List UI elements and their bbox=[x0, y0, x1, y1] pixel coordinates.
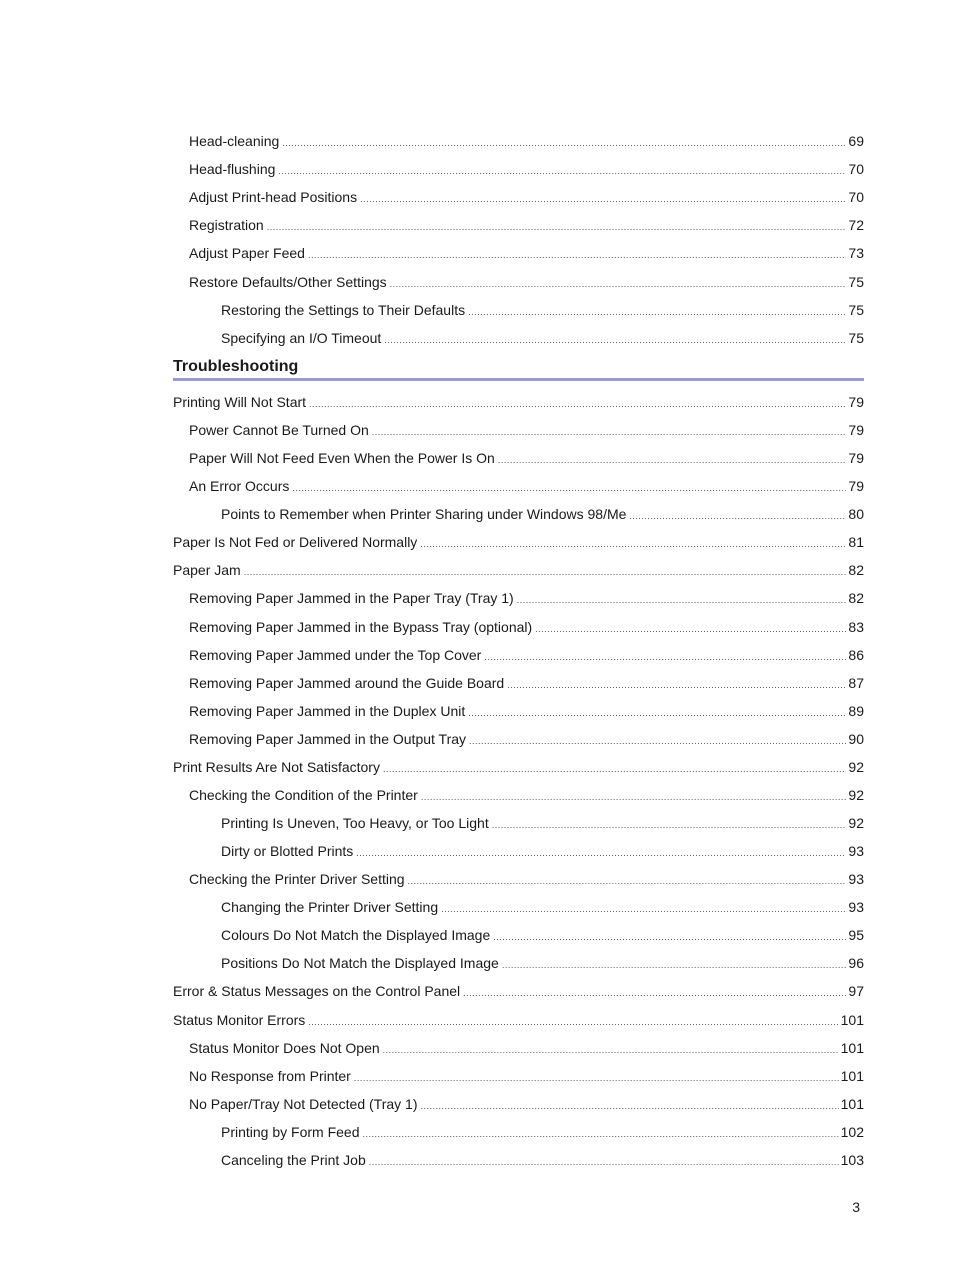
toc-entry-page: 86 bbox=[848, 646, 864, 663]
toc-entry-title: Registration bbox=[189, 217, 264, 234]
toc-entry[interactable] bbox=[189, 1037, 864, 1059]
toc-entry-page: 79 bbox=[848, 478, 864, 495]
toc-entry-page: 79 bbox=[848, 394, 864, 410]
toc-entry[interactable] bbox=[189, 700, 864, 722]
toc-entry-title: Error & Status Messages on the Control Panel bbox=[173, 983, 461, 1000]
toc-entry[interactable] bbox=[221, 840, 864, 862]
dot-leader bbox=[517, 589, 847, 611]
toc-entry-title: Points to Remember when Printer Sharing under Windows 98/Me bbox=[221, 506, 627, 523]
dot-leader bbox=[356, 842, 846, 864]
toc-entry-page: 101 bbox=[840, 1011, 864, 1028]
toc-entry[interactable] bbox=[221, 327, 864, 349]
toc-entry[interactable] bbox=[173, 980, 864, 1002]
toc-entry-title: Head-cleaning bbox=[189, 133, 280, 149]
toc-entry-title: Removing Paper Jammed around the Guide Board bbox=[189, 674, 505, 691]
toc-entry-page: 75 bbox=[848, 273, 864, 290]
toc-entry-title: Removing Paper Jammed under the Top Cover bbox=[189, 646, 482, 663]
dot-leader bbox=[308, 1011, 838, 1033]
toc-entry[interactable] bbox=[189, 784, 864, 806]
toc-entry-page: 89 bbox=[848, 702, 864, 719]
toc-entry[interactable] bbox=[189, 868, 864, 890]
dot-leader bbox=[282, 132, 846, 154]
toc-entry[interactable] bbox=[189, 130, 864, 152]
dot-leader bbox=[468, 301, 846, 323]
toc-entry-title: Status Monitor Does Not Open bbox=[189, 1039, 380, 1056]
dot-leader bbox=[372, 421, 847, 443]
toc-entry-page: 70 bbox=[848, 161, 864, 178]
toc-entry-title: No Paper/Tray Not Detected (Tray 1) bbox=[189, 1095, 418, 1112]
toc-entry-title: Paper Jam bbox=[173, 562, 241, 579]
toc-entry-title: Adjust Paper Feed bbox=[189, 245, 305, 262]
toc-entry-page: 72 bbox=[848, 217, 864, 234]
toc-entry[interactable] bbox=[189, 419, 864, 441]
toc-entry-page: 69 bbox=[848, 133, 864, 149]
toc-entry-title: Printing by Form Feed bbox=[221, 1123, 360, 1140]
dot-leader bbox=[278, 160, 846, 182]
toc-entry-title: Restoring the Settings to Their Defaults bbox=[221, 301, 466, 318]
dot-leader bbox=[383, 758, 846, 780]
toc-entry[interactable] bbox=[189, 1093, 864, 1115]
toc-entry[interactable] bbox=[173, 531, 864, 553]
toc-entry-title: Colours Do Not Match the Displayed Image bbox=[221, 927, 491, 944]
toc-entry-page: 96 bbox=[848, 955, 864, 972]
toc-entry[interactable] bbox=[189, 644, 864, 666]
dot-leader bbox=[441, 898, 846, 920]
toc-entry-page: 101 bbox=[840, 1039, 864, 1056]
toc-entry[interactable] bbox=[189, 1065, 864, 1087]
toc-entry-title: Dirty or Blotted Prints bbox=[221, 843, 354, 860]
dot-leader bbox=[267, 216, 847, 238]
dot-leader bbox=[507, 674, 846, 696]
toc-entry-title: Head-flushing bbox=[189, 161, 276, 178]
toc-entry-title: Printing Will Not Start bbox=[173, 394, 307, 410]
toc-entry[interactable] bbox=[221, 952, 864, 974]
toc-entry-title: Printing Is Uneven, Too Heavy, or Too Light bbox=[221, 815, 489, 832]
toc-entry-title: Restore Defaults/Other Settings bbox=[189, 273, 387, 290]
dot-leader bbox=[390, 273, 847, 295]
toc-entry[interactable] bbox=[221, 299, 864, 321]
toc-entry-title: Paper Is Not Fed or Delivered Normally bbox=[173, 534, 418, 551]
toc-entry-title: Paper Will Not Feed Even When the Power Is On bbox=[189, 450, 495, 467]
toc-entry-title: Changing the Printer Driver Setting bbox=[221, 899, 439, 916]
toc-entry-title: Checking the Condition of the Printer bbox=[189, 786, 418, 803]
dot-leader bbox=[493, 926, 846, 948]
toc-entry[interactable] bbox=[221, 924, 864, 946]
toc-entry[interactable] bbox=[189, 214, 864, 236]
toc-entry-page: 70 bbox=[848, 189, 864, 206]
toc-entry-title: Power Cannot Be Turned On bbox=[189, 422, 369, 439]
dot-leader bbox=[369, 1151, 839, 1173]
dot-leader bbox=[492, 814, 847, 836]
toc-entry[interactable] bbox=[189, 475, 864, 497]
toc-entry-title: Removing Paper Jammed in the Output Tray bbox=[189, 730, 467, 747]
toc-entry-page: 93 bbox=[848, 871, 864, 888]
toc-entry[interactable] bbox=[189, 672, 864, 694]
toc-entry[interactable] bbox=[189, 271, 864, 293]
toc-entry-title: An Error Occurs bbox=[189, 478, 290, 495]
dot-leader bbox=[292, 477, 846, 499]
toc-entry-page: 92 bbox=[848, 758, 864, 775]
toc-entry[interactable] bbox=[221, 1121, 864, 1143]
toc-entry[interactable] bbox=[173, 559, 864, 581]
toc-entry[interactable] bbox=[173, 756, 864, 778]
toc-entry[interactable] bbox=[189, 728, 864, 750]
dot-leader bbox=[469, 730, 846, 752]
dot-leader bbox=[363, 1123, 839, 1145]
toc-entry-title: Removing Paper Jammed in the Paper Tray (Tray 1) bbox=[189, 590, 514, 607]
toc-entry-page: 83 bbox=[848, 618, 864, 635]
toc-entry-title: Removing Paper Jammed in the Duplex Unit bbox=[189, 702, 466, 719]
toc-entry-page: 75 bbox=[848, 329, 864, 346]
dot-leader bbox=[463, 982, 846, 1004]
dot-leader bbox=[383, 1039, 839, 1061]
section-title: Troubleshooting bbox=[173, 358, 299, 375]
toc-entry-page: 103 bbox=[840, 1151, 864, 1168]
dot-leader bbox=[354, 1067, 839, 1089]
dot-leader bbox=[244, 561, 847, 583]
toc-entry[interactable] bbox=[221, 812, 864, 834]
toc-entry-title: Status Monitor Errors bbox=[173, 1011, 306, 1028]
toc-entry[interactable] bbox=[221, 1149, 864, 1171]
toc-entry-title: Adjust Print-head Positions bbox=[189, 189, 358, 206]
toc-entry[interactable] bbox=[221, 503, 864, 525]
toc-entry[interactable] bbox=[189, 186, 864, 208]
toc-entry[interactable] bbox=[221, 896, 864, 918]
toc-entry-page: 93 bbox=[848, 899, 864, 916]
dot-leader bbox=[535, 618, 846, 640]
toc-entry-page: 102 bbox=[840, 1123, 864, 1140]
toc-entry-page: 101 bbox=[840, 1095, 864, 1112]
dot-leader bbox=[308, 244, 846, 266]
toc-entry[interactable] bbox=[189, 242, 864, 264]
toc-entry-title: No Response from Printer bbox=[189, 1067, 351, 1084]
toc-entry[interactable] bbox=[189, 158, 864, 180]
dot-leader bbox=[468, 702, 846, 724]
toc-entry-page: 79 bbox=[848, 450, 864, 467]
toc-entry[interactable] bbox=[173, 391, 864, 413]
toc-entry-page: 87 bbox=[848, 674, 864, 691]
toc-entry-page: 90 bbox=[848, 730, 864, 747]
toc-entry-title: Checking the Printer Driver Setting bbox=[189, 871, 405, 888]
dot-leader bbox=[420, 533, 846, 555]
dot-leader bbox=[384, 329, 846, 351]
toc-entry-title: Removing Paper Jammed in the Bypass Tray (optional) bbox=[189, 618, 533, 635]
toc-entry-page: 73 bbox=[848, 245, 864, 262]
toc-entry-page: 82 bbox=[848, 590, 864, 607]
toc-entry-page: 92 bbox=[848, 815, 864, 832]
toc-entry[interactable] bbox=[189, 587, 864, 609]
toc-entry-title: Canceling the Print Job bbox=[221, 1151, 366, 1168]
dot-leader bbox=[360, 188, 846, 210]
toc-entry-page: 93 bbox=[848, 843, 864, 860]
toc-entry-page: 75 bbox=[848, 301, 864, 318]
toc-entry-page: 95 bbox=[848, 927, 864, 944]
toc-entry-page: 81 bbox=[848, 534, 864, 551]
toc-entry-page: 92 bbox=[848, 786, 864, 803]
dot-leader bbox=[629, 505, 846, 527]
toc-entry-page: 101 bbox=[840, 1067, 864, 1084]
toc-entry-title: Specifying an I/O Timeout bbox=[221, 329, 382, 346]
toc-entry-page: 82 bbox=[848, 562, 864, 579]
dot-leader bbox=[484, 646, 846, 668]
toc-entry[interactable] bbox=[189, 447, 864, 469]
dot-leader bbox=[421, 786, 847, 808]
toc-entry-page: 97 bbox=[848, 983, 864, 1000]
toc-entry-page: 80 bbox=[848, 506, 864, 523]
dot-leader bbox=[502, 954, 847, 976]
section-divider bbox=[173, 378, 864, 381]
dot-leader bbox=[498, 449, 847, 471]
dot-leader bbox=[408, 870, 847, 892]
toc-entry-title: Positions Do Not Match the Displayed Image bbox=[221, 955, 499, 972]
toc-entry-page: 79 bbox=[848, 422, 864, 439]
toc-entry-title: Print Results Are Not Satisfactory bbox=[173, 758, 380, 775]
page-number: 3 bbox=[852, 1199, 860, 1215]
toc-entry[interactable] bbox=[189, 616, 864, 638]
dot-leader bbox=[309, 393, 846, 415]
toc-entry[interactable] bbox=[173, 1009, 864, 1031]
dot-leader bbox=[420, 1095, 838, 1117]
